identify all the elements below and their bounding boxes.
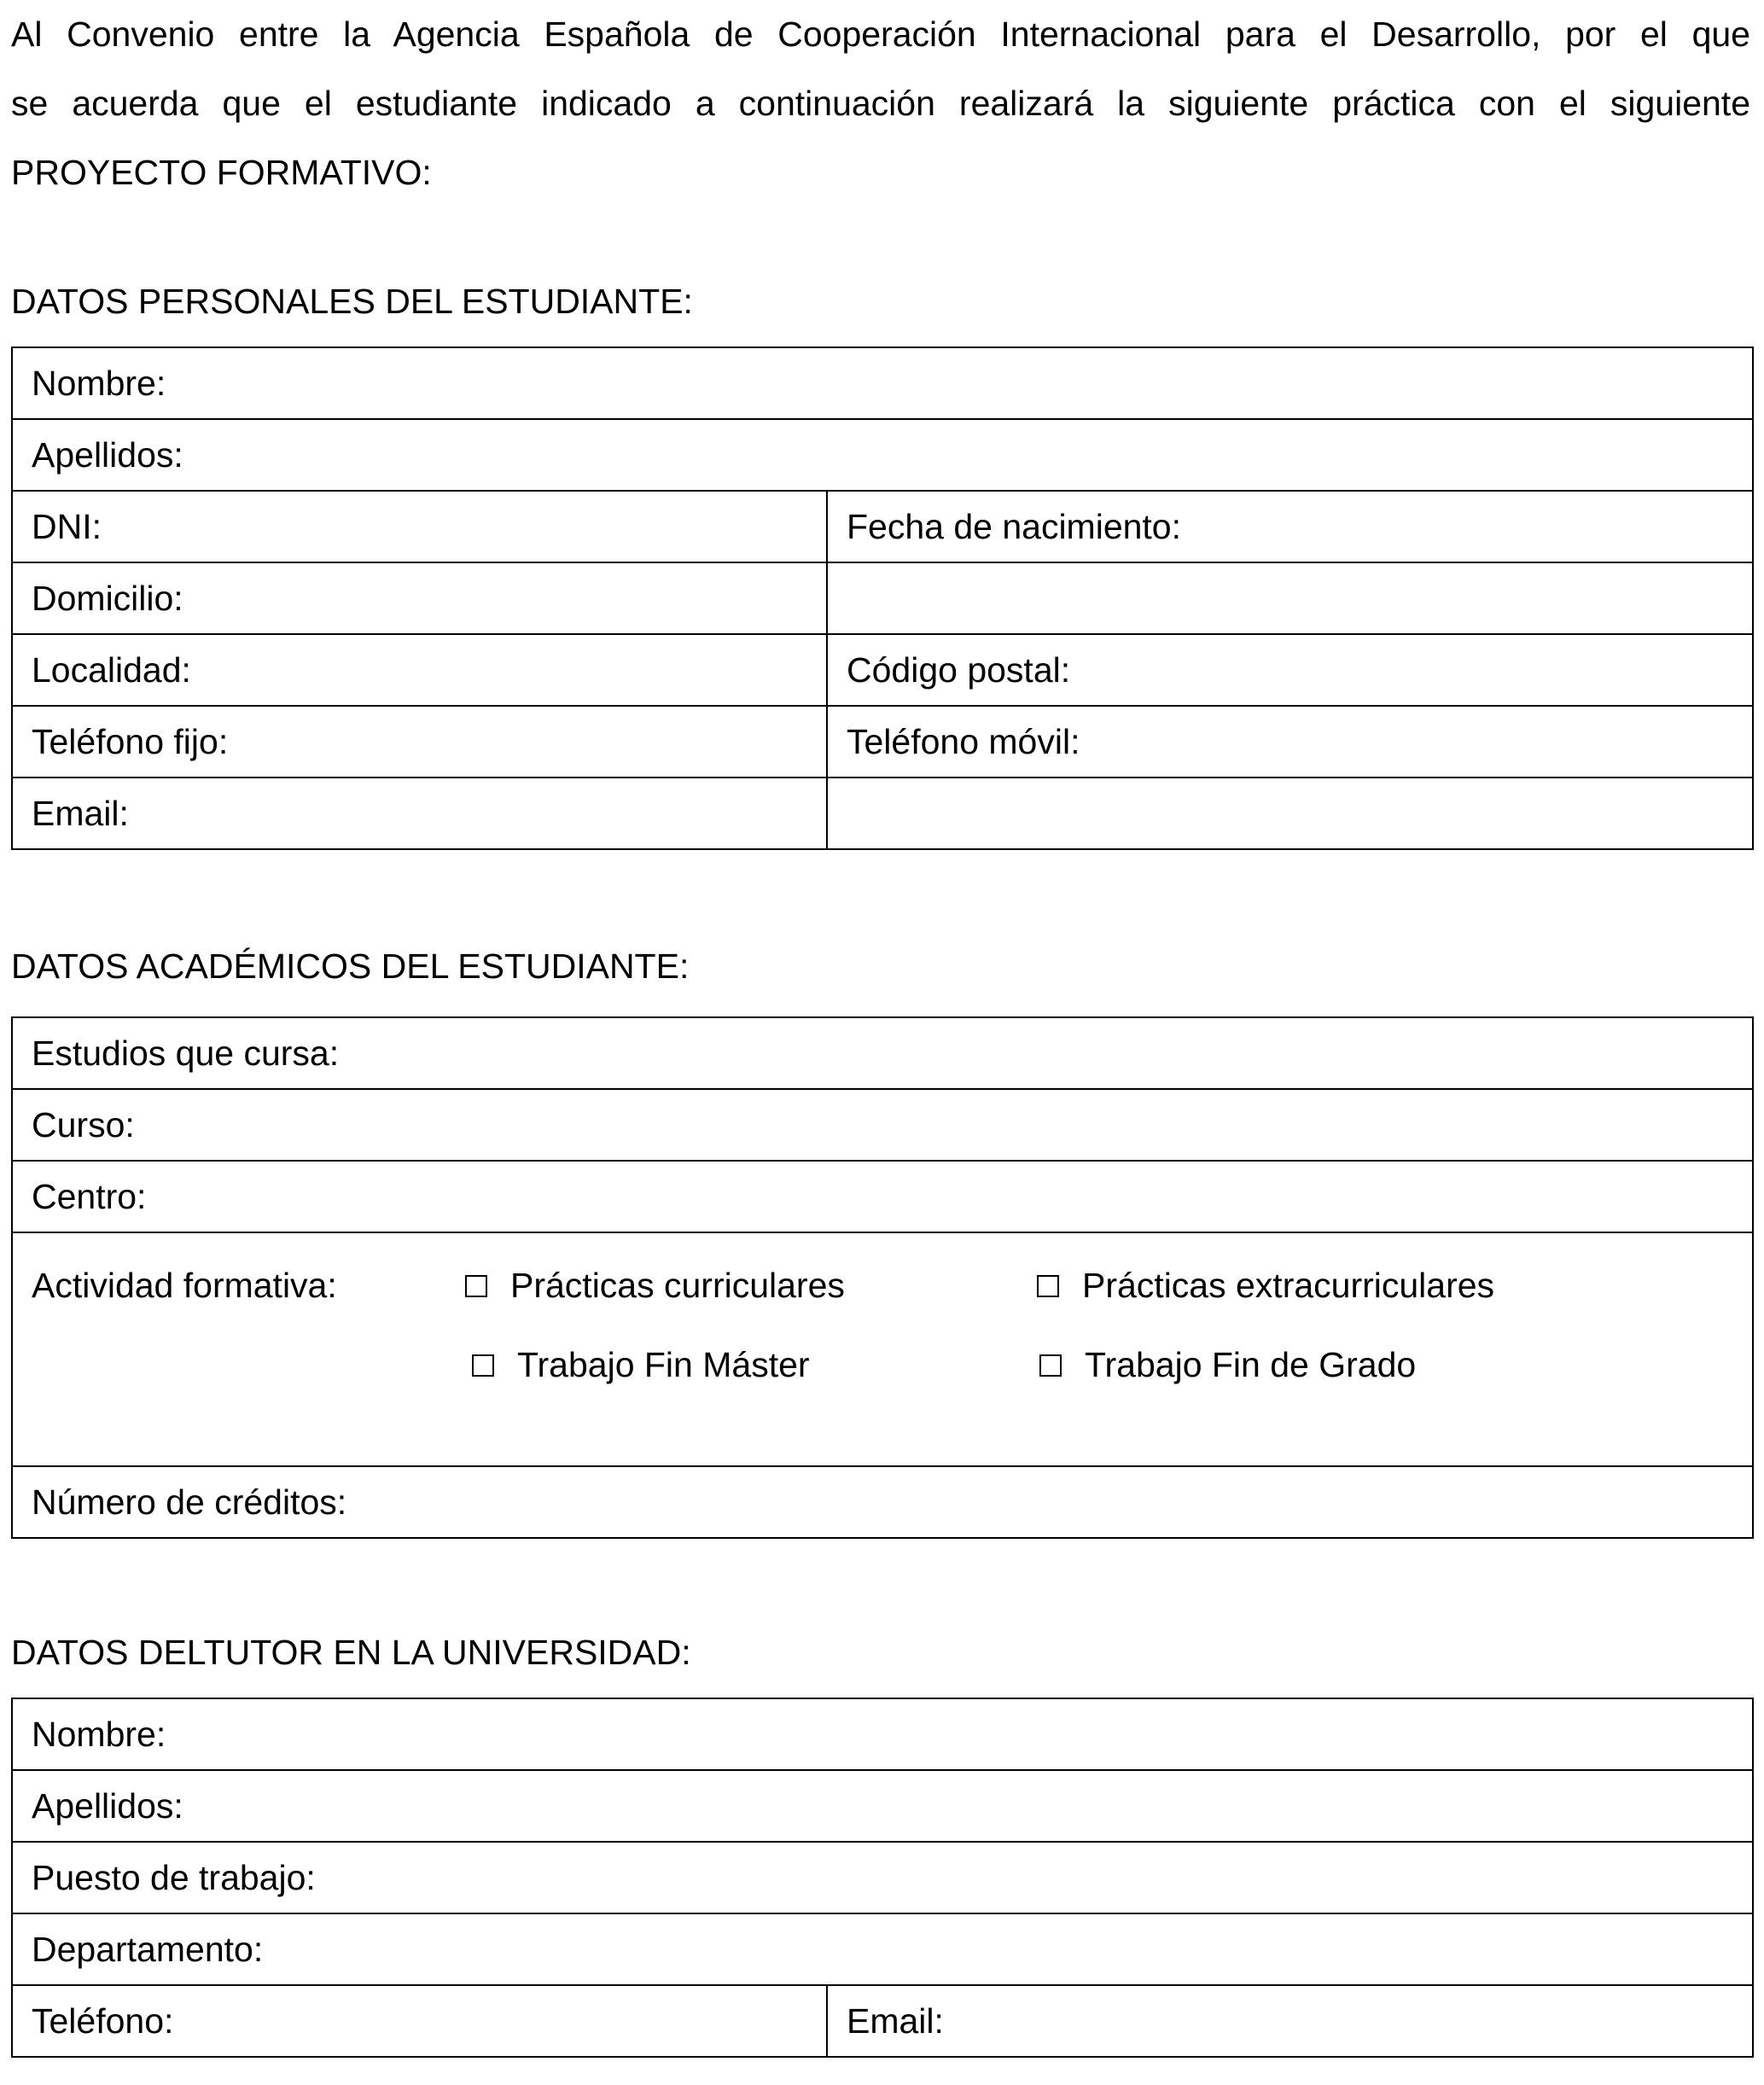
checkbox-icon[interactable]: [472, 1354, 494, 1377]
student-address-extra-field[interactable]: [827, 562, 1753, 634]
option-tfg-label: Trabajo Fin de Grado: [1085, 1345, 1417, 1384]
student-surname-field[interactable]: Apellidos:: [12, 419, 1753, 491]
center-field[interactable]: Centro:: [12, 1161, 1753, 1232]
tutor-phone-field[interactable]: Teléfono:: [12, 1985, 827, 2057]
intro-line-2: se acuerda que el estudiante indicado a continuación realizará la siguiente práctica con el siguiente: [11, 84, 1750, 123]
student-email-extra-field[interactable]: [827, 778, 1753, 849]
student-dni-field[interactable]: DNI:: [12, 491, 827, 562]
option-tfm-label: Trabajo Fin Máster: [517, 1345, 810, 1384]
tutor-email-field[interactable]: Email:: [827, 1985, 1753, 2057]
student-mobile-field[interactable]: Teléfono móvil:: [827, 706, 1753, 778]
checkbox-icon[interactable]: [1039, 1354, 1062, 1377]
option-tfm[interactable]: [472, 1345, 810, 1385]
personal-data-heading: DATOS PERSONALES DEL ESTUDIANTE:: [11, 282, 693, 321]
checkbox-icon[interactable]: [465, 1275, 487, 1297]
intro-line-3: PROYECTO FORMATIVO:: [11, 153, 432, 192]
option-extracurricular[interactable]: [1037, 1266, 1494, 1306]
course-field[interactable]: Curso:: [12, 1089, 1753, 1161]
academic-data-heading: DATOS ACADÉMICOS DEL ESTUDIANTE:: [11, 946, 690, 986]
tutor-surname-field[interactable]: Apellidos:: [12, 1770, 1753, 1842]
studies-field[interactable]: Estudios que cursa:: [12, 1017, 1753, 1089]
training-activity-cell: [12, 1232, 1753, 1466]
student-email-field[interactable]: Email:: [12, 778, 827, 849]
intro-line-1: Al Convenio entre la Agencia Española de Cooperación Internacional para el Desarrollo, por el que: [11, 15, 1750, 54]
option-tfg[interactable]: [1039, 1345, 1416, 1385]
intro-paragraph: [11, 0, 1750, 207]
student-postcode-field[interactable]: Código postal:: [827, 634, 1753, 706]
tutor-position-field[interactable]: Puesto de trabajo:: [12, 1842, 1753, 1913]
student-address-field[interactable]: Domicilio:: [12, 562, 827, 634]
option-curricular[interactable]: [465, 1266, 845, 1306]
tutor-data-heading: DATOS DELTUTOR EN LA UNIVERSIDAD:: [11, 1633, 691, 1672]
tutor-data-table: [11, 1698, 1754, 2058]
tutor-name-field[interactable]: Nombre:: [12, 1698, 1753, 1770]
student-landline-field[interactable]: Teléfono fijo:: [12, 706, 827, 778]
tutor-department-field[interactable]: Departamento:: [12, 1913, 1753, 1985]
option-extracurricular-label: Prácticas extracurriculares: [1082, 1266, 1495, 1305]
checkbox-icon[interactable]: [1037, 1275, 1059, 1297]
student-city-field[interactable]: Localidad:: [12, 634, 827, 706]
academic-data-table: [11, 1016, 1754, 1539]
credits-field[interactable]: Número de créditos:: [12, 1466, 1753, 1538]
student-birthdate-field[interactable]: Fecha de nacimiento:: [827, 491, 1753, 562]
training-activity-label: Actividad formativa:: [32, 1266, 337, 1305]
personal-data-table: [11, 347, 1754, 850]
student-name-field[interactable]: Nombre:: [12, 347, 1753, 419]
option-curricular-label: Prácticas curriculares: [510, 1266, 845, 1305]
